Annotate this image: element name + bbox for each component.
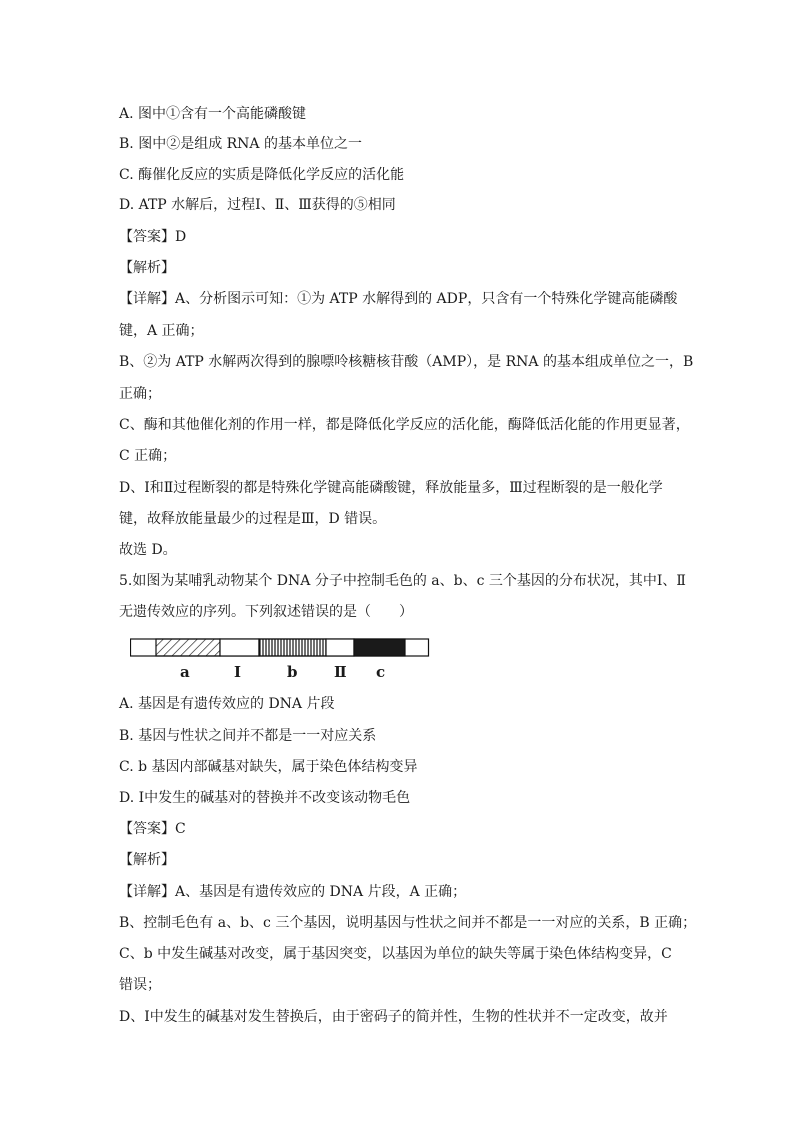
gene-c-segment — [354, 639, 405, 656]
q5-explanation-line: 【详解】A、基因是有遗传效应的 DNA 片段，A 正确； — [119, 884, 467, 900]
q4-option-a: A. 图中①含有一个高能磷酸键 — [119, 106, 307, 122]
q4-option-b: B. 图中②是组成 RNA 的基本单位之一 — [119, 136, 362, 152]
gene-label-i: Ⅰ — [234, 663, 242, 681]
sequence-ii-segment — [326, 639, 354, 656]
q4-conclusion: 故选 D。 — [119, 542, 177, 558]
q5-option-d: D. Ⅰ中发生的碱基对的替换并不改变该动物毛色 — [119, 790, 411, 806]
gene-b-segment — [259, 639, 326, 656]
q4-explanation-line: 【详解】A、分析图示可知：①为 ATP 水解得到的 ADP，只含有一个特殊化学键高能磷酸 — [119, 291, 678, 307]
q4-explanation-line: 键，A 正确； — [119, 323, 204, 339]
gene-label-ii: Ⅱ — [334, 663, 347, 681]
sequence-i-segment — [220, 639, 259, 656]
q5-answer: 【答案】C — [119, 821, 186, 837]
q5-analysis-title: 【解析】 — [119, 852, 175, 868]
gene-label-a: a — [180, 663, 190, 681]
q5-stem-line: 无遗传效应的序列。下列叙述错误的是（ ） — [119, 604, 413, 620]
q4-analysis-title: 【解析】 — [119, 260, 175, 276]
q5-option-a: A. 基因是有遗传效应的 DNA 片段 — [119, 696, 335, 712]
q5-explanation-line: B、控制毛色有 a、b、c 三个基因，说明基因与性状之间并不都是一一对应的关系，B 正确； — [119, 915, 697, 931]
q5-explanation-line: C、b 中发生碱基对改变，属于基因突变，以基因为单位的缺失等属于染色体结构变异，C — [119, 946, 672, 962]
q4-explanation-line: C 正确； — [119, 448, 177, 464]
q5-explanation-line: 错误； — [119, 977, 161, 993]
gene-a-segment — [156, 639, 220, 656]
q5-explanation-line: D、Ⅰ中发生的碱基对发生替换后，由于密码子的简并性，生物的性状并不一定改变，故并 — [119, 1009, 668, 1025]
q4-answer: 【答案】D — [119, 229, 187, 245]
q5-stem-line: 5.如图为某哺乳动物某个 DNA 分子中控制毛色的 a、b、c 三个基因的分布状况，其中Ⅰ、Ⅱ — [119, 573, 686, 589]
q4-explanation-line: D、Ⅰ和Ⅱ过程断裂的都是特殊化学键高能磷酸键，释放能量多，Ⅲ过程断裂的是一般化学 — [119, 480, 663, 496]
q4-explanation-line: 正确； — [119, 386, 161, 402]
gene-label-b: b — [287, 663, 298, 681]
q5-option-b: B. 基因与性状之间并不都是一一对应关系 — [119, 728, 377, 744]
q4-explanation-line: B、②为 ATP 水解两次得到的腺嘌呤核糖核苷酸（AMP），是 RNA 的基本组成单位之一，B — [119, 354, 694, 370]
q4-explanation-line: C、酶和其他催化剂的作用一样，都是降低化学反应的活化能，酶降低活化能的作用更显著， — [119, 417, 690, 433]
q4-explanation-line: 键，故释放能量最少的过程是Ⅲ，D 错误。 — [119, 511, 387, 527]
q4-option-c: C. 酶催化反应的实质是降低化学反应的活化能 — [119, 167, 405, 183]
q5-option-c: C. b 基因内部碱基对缺失，属于染色体结构变异 — [119, 759, 418, 775]
gene-label-c: c — [376, 663, 386, 681]
q4-option-d: D. ATP 水解后，过程Ⅰ、Ⅱ、Ⅲ获得的⑤相同 — [119, 197, 396, 213]
